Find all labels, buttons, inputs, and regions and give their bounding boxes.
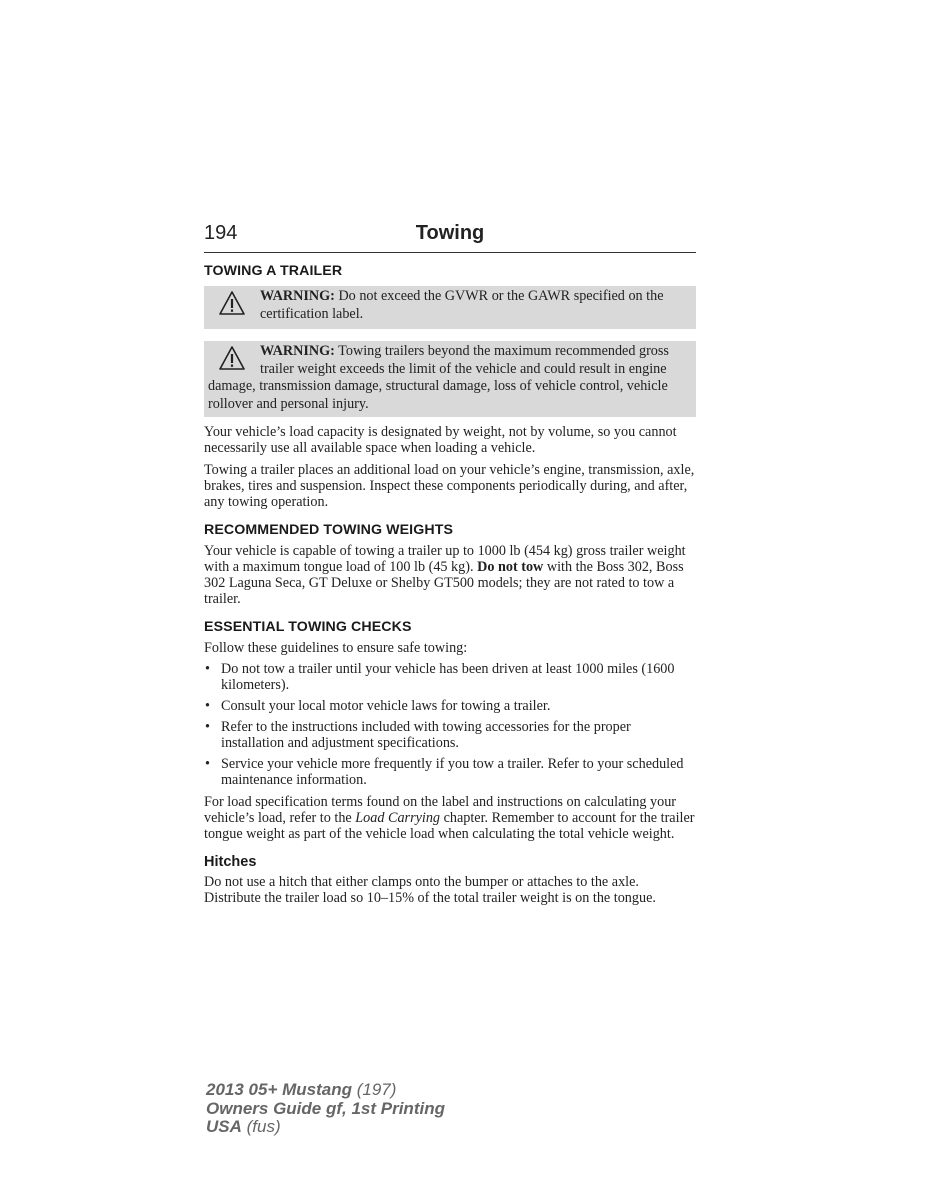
paragraph-additional-load: Towing a trailer places an additional load on your vehicle’s engine, transmission, axle, brakes, tires and suspension. Inspect these components periodically during, and after, any towing operation.	[204, 462, 695, 510]
list-item: • Refer to the instructions included with towing accessories for the proper installation and adjustment specifications.	[205, 719, 631, 751]
warning-box	[204, 286, 696, 329]
header-rule	[204, 252, 696, 253]
warning-triangle-icon	[218, 290, 246, 318]
warning-text: Towing trailers beyond the maximum recommended gross trailer weight exceeds the limit of the vehicle and could result in engine damage, transmission damage, structural damage, loss of vehicle control, vehicle rollover and personal injury.	[208, 343, 669, 412]
chapter-title: Towing	[415, 222, 485, 244]
do-not-tow-emphasis: Do not tow	[477, 559, 544, 575]
load-carrying-reference: Load Carrying	[355, 810, 441, 826]
list-item: • Consult your local motor vehicle laws for towing a trailer.	[205, 698, 551, 714]
heading-hitches: Hitches	[204, 854, 257, 870]
list-item: • Do not tow a trailer until your vehicle has been driven at least 1000 miles (1600 kilometers).	[205, 661, 675, 693]
paragraph-towing-capacity: Your vehicle is capable of towing a trailer up to 1000 lb (454 kg) gross trailer weight with a maximum tongue load of 100 lb (45 kg). Do not tow with the Boss 302, Boss 302 Laguna Seca, GT Deluxe or Shelby GT500 models; they are not rated to tow a trailer.	[204, 543, 686, 607]
page-header	[204, 222, 696, 250]
heading-recommended-towing-weights: RECOMMENDED TOWING WEIGHTS	[204, 522, 454, 538]
paragraph-guidelines-intro: Follow these guidelines to ensure safe towing:	[204, 640, 468, 656]
print-footer	[206, 1081, 506, 1137]
footer-line: 2013 05+ Mustang (197)	[206, 1080, 397, 1099]
warning-label: WARNING:	[260, 343, 335, 359]
towing-checks-list	[204, 661, 696, 788]
warning-text: Do not exceed the GVWR or the GAWR specified on the certification label.	[260, 288, 664, 322]
warning-label: WARNING:	[260, 288, 335, 304]
page-number: 194	[204, 222, 238, 244]
paragraph-hitches: Do not use a hitch that either clamps onto the bumper or attaches to the axle. Distribute the trailer load so 10–15% of the total trailer weight is on the tongue.	[204, 874, 656, 906]
warning-triangle-icon	[218, 345, 246, 373]
heading-essential-towing-checks: ESSENTIAL TOWING CHECKS	[204, 619, 412, 635]
paragraph-load-capacity: Your vehicle’s load capacity is designated by weight, not by volume, so you cannot necessarily use all available space when loading a vehicle.	[204, 424, 677, 456]
manual-page	[204, 222, 696, 906]
warning-box	[204, 341, 696, 417]
footer-line: Owners Guide gf, 1st Printing	[206, 1098, 445, 1118]
list-item: • Service your vehicle more frequently if you tow a trailer. Refer to your scheduled maintenance information.	[205, 756, 684, 788]
heading-towing-a-trailer: TOWING A TRAILER	[204, 263, 343, 279]
paragraph-load-specification: For load specification terms found on the label and instructions on calculating your vehicle’s load, refer to the Load Carrying chapter. Remember to account for the trailer tongue weight as part of the vehicle load when calculating the total vehicle weight.	[204, 794, 695, 842]
footer-line: USA (fus)	[206, 1117, 281, 1136]
